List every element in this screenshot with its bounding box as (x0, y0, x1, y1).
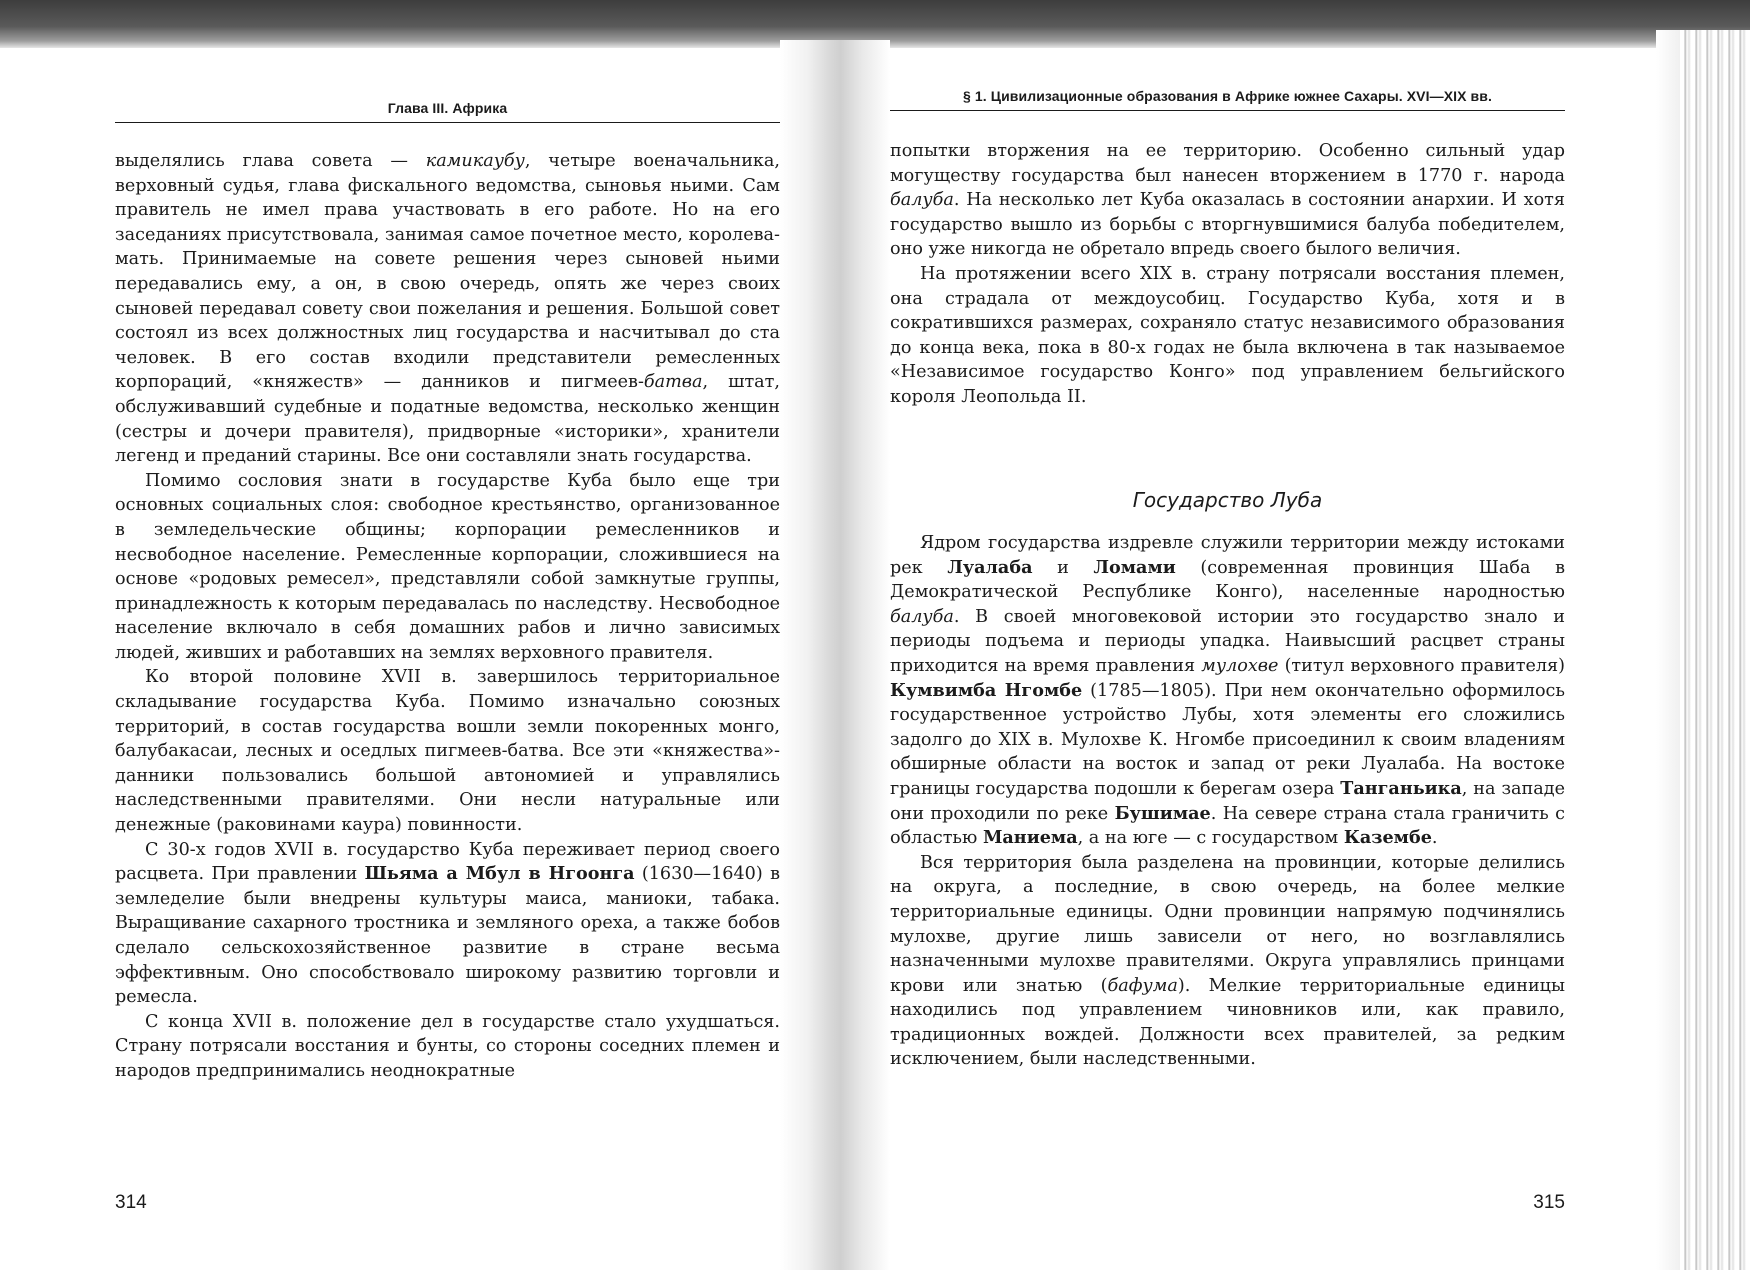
text-run: . На севере страна стала граничить с областью (890, 803, 1565, 849)
paragraph (115, 838, 780, 1010)
text-run: Ко второй половине XVII в. завершилось территориальное складывание государства Куба. Помимо изначально союзных территорий, в состав государства вошли земли покоренных монго, балубакасаи, лесных и оседлых пигмеев-батва. Все эти «княжества»-данники пользовались большой автономией и управлялись наследственными правителями. Они несли натуральные или денежные (раковинами каура) повинности. (115, 667, 780, 836)
text-run: . На несколько лет Куба оказалась в состоянии анархии. И хотя государство вышло из борьбы с вторгнувшимися балуба победителем, оно уже никогда не обретало впредь своего былого величия. (890, 190, 1565, 260)
bold-term: Луалаба (947, 556, 1033, 578)
bold-term: Ломами (1093, 556, 1176, 578)
bold-term: Бушимае (1114, 802, 1211, 824)
text-run: С конца XVII в. положение дел в государстве стало ухудшаться. Страну потрясали восстания и бунты, со стороны соседних племен и народов предпринимались неоднократные (115, 1011, 780, 1081)
running-head-left: Глава III. Африка (115, 100, 780, 123)
italic-term: балуба (890, 606, 954, 627)
bold-term: Маниема (982, 827, 1078, 849)
paragraph (890, 262, 1565, 410)
text-run: Вся территория была разделена на провинции, которые делились на округа, а последние, в свою очередь, на более мелкие территориальные единицы. Одни провинции напрямую подчинялись мулохве, другие лишь зависели от него, но возглавлялись назначенными мулохве правителями. Округа управлялись принцами крови или знатью ( (890, 852, 1565, 996)
book-spine (780, 40, 890, 1270)
text-run: (1630—1640) в земледелие были внедрены культуры маиса, маниоки, табака. Выращивание сахарного тростника и земляного ореха, а также бобов сделало сельскохозяйственное развитие в стране весьма эффективным. Оно способствовало широкому развитию торговли и ремесла. (115, 864, 780, 1008)
text-run: Помимо сословия знати в государстве Куба было еще три основных социальных слоя: свободное крестьянство, организованное в земледельческие общины; корпорации ремесленников и несвободное население. Ремесленные корпорации, сложившиеся на основе «родовых ремесел», представляли собой замкнутые группы, принадлежность к которым передавалась по наследству. Несвободное население включало в себя домашних рабов и лично зависимых людей, живших и работавших на землях верховного правителя. (115, 470, 780, 663)
paragraph (115, 149, 780, 469)
right-page-text-bottom (890, 531, 1565, 1072)
text-run: , штат, обслуживавший судебные и податные ведомства, несколько женщин (сестры и дочери правителя), придворные «историки», хранители легенд и преданий старины. Все они составляли знать государства. (115, 372, 780, 467)
left-page-text (115, 149, 780, 1084)
text-run: На протяжении всего XIX в. страну потрясали восстания племен, она страдала от междоусобиц. Государство Куба, хотя и в сократившихся размерах, сохраняло статус независимого образования до конца века, пока в 80-х годах не была включена в так называемое «Независимое государство Конго» под управлением бельгийского короля Леопольда II. (890, 263, 1565, 407)
bold-term: Казембе (1343, 827, 1432, 849)
page-edges (1680, 30, 1750, 1270)
text-run: С 30-х годов XVII в. государство Куба переживает период своего расцвета. При правлении (115, 839, 780, 885)
text-run: попытки вторжения на ее территорию. Особенно сильный удар могуществу государства был нанесен вторжением в 1770 г. народа (890, 141, 1565, 186)
paragraph (115, 1010, 780, 1084)
text-run: выделялись глава совета — (115, 151, 426, 171)
page-number-left: 314 (115, 1192, 147, 1213)
text-run: . (1431, 828, 1438, 849)
section-title: Государство Луба (1132, 488, 1323, 512)
text-run: (современная провинция Шаба в Демократической Республике Конго), населенные народностью (890, 557, 1565, 603)
paragraph (115, 665, 780, 837)
text-run: и (1032, 557, 1094, 578)
text-run: , а на юге — с государством (1077, 828, 1344, 849)
text-run: ). Мелкие территориальные единицы находились под управлением чиновников или, как правило, традиционных вождей. Должности всех правителей, за редким исключением, были наследственными. (890, 975, 1565, 1070)
bold-term: Шьяма а Мбул в Нгоонга (364, 863, 635, 885)
italic-term: мулохве (1201, 655, 1279, 676)
paragraph (890, 851, 1565, 1072)
italic-term: батва (643, 372, 703, 393)
text-run: , на западе они проходили по реке (890, 778, 1565, 824)
text-run: Ядром государства издревле служили территории между истоками рек (890, 533, 1565, 578)
page-number-right: 315 (1533, 1192, 1565, 1213)
text-run: , четыре военачальника, верховный судья, глава фискального ведомства, сыновья ньими. Сам правитель не имел права участвовать в его работе. Но на его заседаниях присутствовала, занимая самое почетное место, королева-мать. Принимаемые на совете решения через сыновей ньими передавались ему, а он, в свою очередь, опять же через своих сыновей передавал совету свои пожелания и решения. Большой совет состоял из всех должностных лиц государства и насчитывал до ста человек. В его состав входили представители ремесленных корпораций, «княжеств» — данников и пигмеев- (115, 151, 780, 393)
text-run: (титул верховного правителя) (1278, 655, 1565, 676)
italic-term: бафума (1107, 975, 1178, 996)
italic-term: балуба (890, 190, 954, 211)
paragraph (115, 469, 780, 666)
bold-term: Кумвимба Нгомбе (890, 679, 1083, 701)
bold-term: Танганьика (1340, 777, 1462, 799)
text-run: (1785—1805). При нем окончательно оформилось государственное устройство Лубы, хотя элементы его сложились задолго до XIX в. Мулохве К. Нгомбе присоединил к своим владениям обширные области на восток и запад от реки Луалаба. На востоке границы государства подошли к берегам озера (890, 680, 1565, 799)
text-run: . В своей многовековой истории это государство знало и периоды подъема и периоды упадка. Наивысший расцвет страны приходится на время правления (890, 606, 1565, 676)
right-page-text-top (890, 139, 1565, 410)
paragraph (890, 531, 1565, 851)
italic-term: камикаубу (425, 151, 525, 171)
running-head-right: § 1. Цивилизационные образования в Африке южнее Сахары. XVI—XIX вв. (890, 88, 1565, 111)
paragraph (890, 139, 1565, 262)
